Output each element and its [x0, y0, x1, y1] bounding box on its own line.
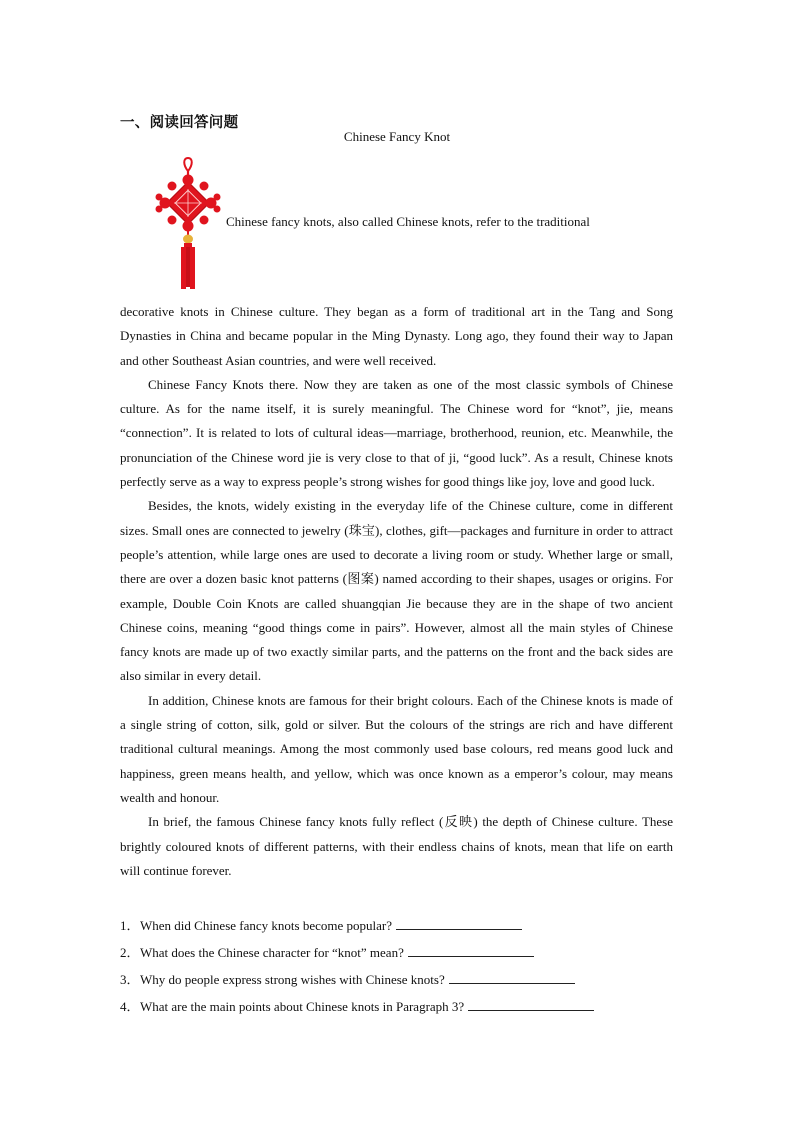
question-item — [120, 939, 594, 966]
question-item — [120, 912, 594, 939]
question-list — [120, 912, 594, 1020]
answer-blank[interactable] — [468, 998, 594, 1011]
paragraph-5: In brief, the famous Chinese fancy knots fully reflect (反映) the depth of Chinese culture. These brightly coloured knots of different patterns, with their endless chains of knots, mean that life on earth will continue forever. — [120, 814, 673, 878]
question-text: Why do people express strong wishes with Chinese knots? — [140, 972, 445, 987]
question-number: 4． — [120, 999, 140, 1014]
paragraph-2: Chinese Fancy Knots there. Now they are taken as one of the most classic symbols of Chinese culture. As for the name itself, it is surely meaningful. The Chinese word for “knot”, jie, means “connection”. It is related to lots of cultural ideas—marriage, brotherhood, reunion, etc. Meanwhile, the pronunciation of the Chinese word jie is very close to that of ji, “good luck”. As a result, Chinese knots perfectly serve as a way to express people’s strong wishes for good things like joy, love and good luck. — [120, 376, 673, 490]
article-body — [120, 300, 673, 883]
answer-blank[interactable] — [396, 917, 522, 930]
article-title: Chinese Fancy Knot — [343, 129, 451, 144]
answer-blank[interactable] — [449, 971, 575, 984]
paragraph-4: In addition, Chinese knots are famous for their bright colours. Each of the Chinese knots is made of a single string of cotton, silk, gold or silver. But the colours of the strings are rich and have different traditional cultural meanings. Among the most commonly used base colours, red means good luck and happiness, green means health, and yellow, which was once known as a emperor’s colour, may means wealth and honour. — [120, 692, 673, 805]
question-number: 3． — [120, 972, 140, 987]
question-item — [120, 993, 594, 1020]
answer-blank[interactable] — [408, 944, 534, 957]
paragraph-3: Besides, the knots, widely existing in the everyday life of the Chinese culture, come in different sizes. Small ones are connected to jewelry (珠宝), clothes, gift—packages and furniture in order to attract people’s attention, while large ones are used to decorate a living room or study. Whether large or small, there are over a dozen basic knot patterns (图案) named according to their shapes, usages or origins. For example, Double Coin Knots are called shuangqian Jie because they are in the shape of two ancient Chinese coins, meaning “good things come in pairs”. However, almost all the main styles of Chinese fancy knots are made up of two exactly similar parts, and the patterns on the front and the back sides are also similar in every detail. — [120, 498, 673, 684]
chinese-knot-icon — [152, 155, 224, 293]
section-heading: 一、阅读回答问题 — [120, 115, 239, 131]
question-text: What does the Chinese character for “knot” mean? — [140, 945, 404, 960]
question-item — [120, 966, 594, 993]
question-text: When did Chinese fancy knots become popular? — [140, 918, 392, 933]
paragraph-1: decorative knots in Chinese culture. They began as a form of traditional art in the Tang and Song Dynasties in China and became popular in the Ming Dynasty. Long ago, they found their way to Japan and other Southeast Asian countries, and were well received. — [120, 304, 673, 368]
question-number: 2． — [120, 945, 140, 960]
question-number: 1． — [120, 918, 140, 933]
article-intro-line: Chinese fancy knots, also called Chinese knots, refer to the traditional — [226, 214, 590, 229]
question-text: What are the main points about Chinese knots in Paragraph 3? — [140, 999, 465, 1014]
